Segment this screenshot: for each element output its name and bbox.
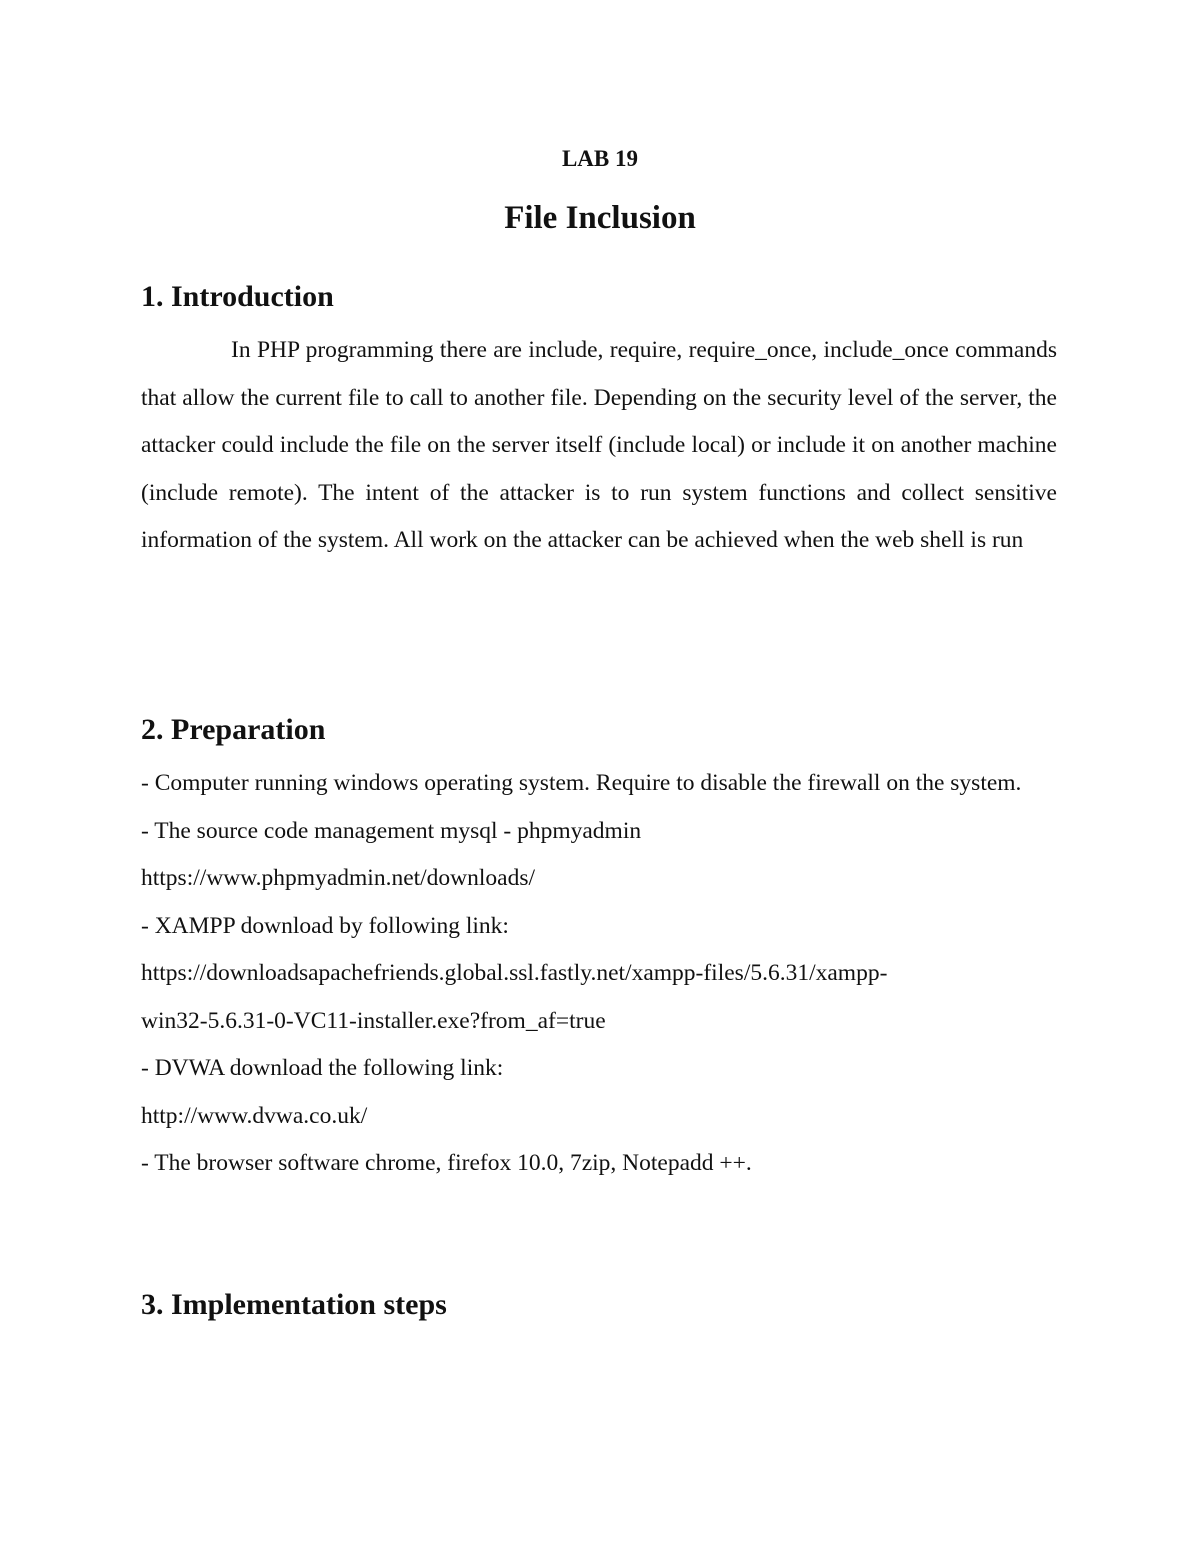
section-heading-introduction: 1. Introduction xyxy=(141,280,334,313)
preparation-list xyxy=(141,760,1057,1188)
prep-item-browser-software: - The browser software chrome, firefox 10.0, 7zip, Notepadd ++. xyxy=(141,1150,752,1176)
lab-label: LAB 19 xyxy=(561,146,639,171)
document-title: File Inclusion xyxy=(504,200,696,236)
xampp-link-part1: https://downloadsapachefriends.global.ssl.fastly.net/xampp-files/5.6.31/xampp- xyxy=(141,960,888,986)
dvwa-link: http://www.dvwa.co.uk/ xyxy=(141,1102,368,1129)
phpmyadmin-link: https://www.phpmyadmin.net/downloads/ xyxy=(141,865,536,891)
section-heading-implementation: 3. Implementation steps xyxy=(141,1288,447,1321)
introduction-paragraph: In PHP programming there are include, require, require_once, include_once commands that allow the current file to call to another file. Depending on the security level of the server, the attacker could include the file on the server itself (include local) or include it on another machine (include remote). The intent of the attacker is to run system functions and collect sensitive information of the system. All work on the attacker can be achieved when the web shell is run xyxy=(141,337,1057,553)
xampp-link-part2: win32-5.6.31-0-VC11-installer.exe?from_af=true xyxy=(141,1007,606,1034)
prep-item-dvwa: - DVWA download the following link: xyxy=(141,1055,504,1081)
prep-item-computer: - Computer running windows operating system. Require to disable the firewall on the system. xyxy=(141,770,1022,796)
section-heading-preparation: 2. Preparation xyxy=(141,713,326,746)
prep-item-phpmyadmin: - The source code management mysql - phpmyadmin xyxy=(141,817,642,844)
prep-item-xampp: - XAMPP download by following link: xyxy=(141,912,509,939)
